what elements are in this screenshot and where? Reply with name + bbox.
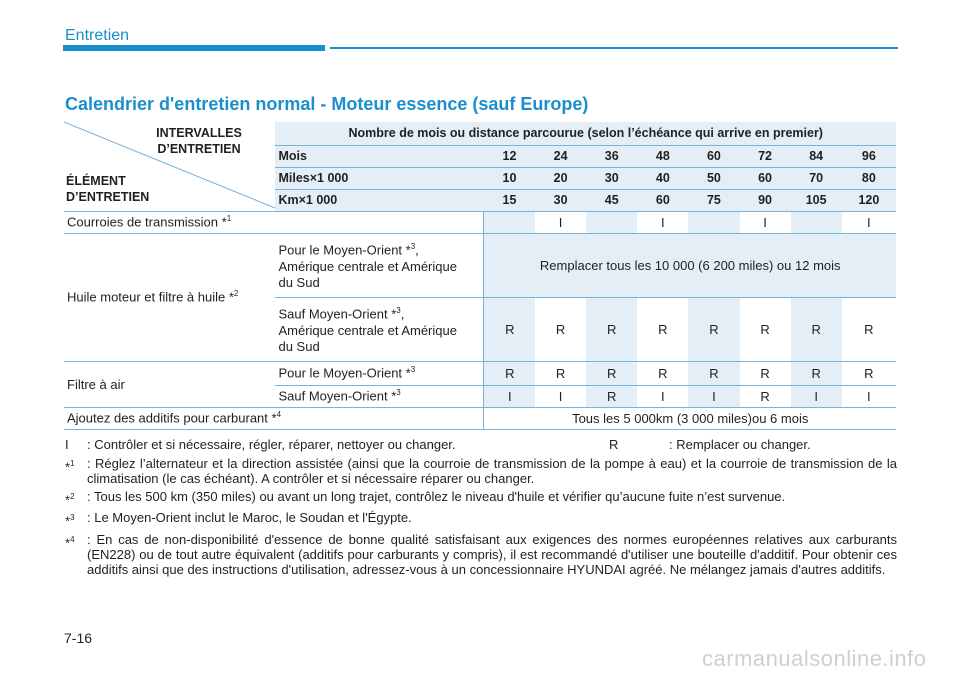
filtre-air-sub1-label: Pour le Moyen-Orient *$^3$ — [275, 361, 483, 385]
table-row — [64, 211, 896, 233]
months-value: 96 — [842, 145, 896, 167]
miles-value: 40 — [637, 167, 688, 189]
filtre-air-sub2-label: Sauf Moyen-Orient *$^3$ — [275, 385, 483, 407]
filtre-air-sub2-value: I — [484, 385, 535, 407]
note-text: : Tous les 500 km (350 miles) ou avant un long trajet, contrôlez le niveau d'huile et vérifier qu’aucune fuite n’est survenue. — [87, 489, 786, 504]
maintenance-table — [64, 122, 896, 430]
months-value: 72 — [740, 145, 791, 167]
courroies-value: I — [535, 211, 586, 233]
km-value: 45 — [586, 189, 637, 211]
huile-sub2-label: Sauf Moyen-Orient *$^3$, Amérique centrale et Amérique du Sud — [275, 297, 483, 361]
huile-sub2-value: R — [791, 297, 842, 361]
filtre-air-sub2-value: I — [688, 385, 739, 407]
legend-r-text: : Remplacer ou changer. — [669, 437, 811, 452]
courroies-value — [484, 211, 535, 233]
months-value: 36 — [586, 145, 637, 167]
courroies-value — [586, 211, 637, 233]
miles-value: 20 — [535, 167, 586, 189]
courroies-value: I — [637, 211, 688, 233]
miles-value: 50 — [688, 167, 739, 189]
header-bar-thick — [63, 45, 325, 51]
filtre-air-sub1-value: R — [688, 361, 739, 385]
months-value: 84 — [791, 145, 842, 167]
header-bar-thin — [330, 47, 898, 49]
km-value: 120 — [842, 189, 896, 211]
months-label: Mois — [275, 145, 483, 167]
page-number: 7-16 — [64, 630, 93, 646]
note-key: *$^4$ — [65, 534, 75, 550]
watermark: carmanualsonline.info — [702, 646, 927, 671]
huile-sub2-value: R — [637, 297, 688, 361]
legend-i-r — [65, 437, 897, 452]
legend — [65, 437, 897, 580]
courroies-value — [791, 211, 842, 233]
huile-sub2-value: R — [535, 297, 586, 361]
months-value: 24 — [535, 145, 586, 167]
note-text: : En cas de non-disponibilité d'essence de bonne qualité satisfaisant aux exigences des normes européennes relatives aux carburants (EN228) ou de tout autre équivalent (additifs pour carburants y compris), il est recommandé d'utiliser une bouteille d'additif. Pour obtenir ces additifs ainsi que des instructions d'utilisation, adressez-vous à un concessionnaire HYUNDAI agréé. Ne mélangez jamais d'autres additifs. — [87, 531, 897, 577]
filtre-air-sub1-value: R — [740, 361, 791, 385]
filtre-air-sub1-value: R — [484, 361, 535, 385]
miles-value: 70 — [791, 167, 842, 189]
filtre-air-sub2-value: I — [791, 385, 842, 407]
additifs-text: Tous les 5 000km (3 000 miles)ou 6 mois — [484, 407, 896, 429]
courroies-label: Courroies de transmission *$^1$ — [64, 211, 484, 233]
huile-sub2-value: R — [842, 297, 896, 361]
corner-top-label: INTERVALLES D’ENTRETIEN — [156, 126, 242, 156]
miles-value: 60 — [740, 167, 791, 189]
corner-bottom-label: ÉLÉMENT D’ENTRETIEN — [66, 174, 150, 204]
km-value: 30 — [535, 189, 586, 211]
filtre-air-sub2-value: I — [535, 385, 586, 407]
note-text: : Réglez l’alternateur et la direction assistée (ainsi que la courroie de transmission de la pompe à eau) et la courroie de transmission de la climatisation (le cas échéant). A contrôler et si nécessaire réparer ou changer. — [87, 456, 897, 486]
miles-value: 30 — [586, 167, 637, 189]
huile-sub2-value: R — [586, 297, 637, 361]
filtre-air-sub1-value: R — [842, 361, 896, 385]
legend-i-text: : Contrôler et si nécessaire, régler, réparer, nettoyer ou changer. — [87, 437, 456, 452]
months-value: 12 — [484, 145, 535, 167]
filtre-air-sub1-value: R — [791, 361, 842, 385]
courroies-value: I — [842, 211, 896, 233]
span-header: Nombre de mois ou distance parcourue (selon l’échéance qui arrive en premier) — [275, 122, 896, 145]
filtre-air-sub2-value: I — [842, 385, 896, 407]
legend-r-key: R — [609, 437, 619, 452]
km-label: Km×1 000 — [275, 189, 483, 211]
km-value: 15 — [484, 189, 535, 211]
note-text: : Le Moyen-Orient inclut le Maroc, le Soudan et l'Égypte. — [87, 510, 412, 526]
huile-sub2-value: R — [740, 297, 791, 361]
additifs-label: Ajoutez des additifs pour carburant *$^4$ — [64, 407, 484, 429]
legend-note — [65, 456, 897, 486]
filtre-air-sub2-value: I — [637, 385, 688, 407]
filtre-air-sub2-value: R — [740, 385, 791, 407]
table-row — [64, 233, 896, 297]
miles-value: 80 — [842, 167, 896, 189]
miles-label: Miles×1 000 — [275, 167, 483, 189]
filtre-air-sub1-value: R — [535, 361, 586, 385]
legend-note — [65, 510, 897, 528]
note-key: *$^1$ — [65, 459, 75, 475]
section-header: Entretien — [65, 27, 130, 44]
courroies-value — [688, 211, 739, 233]
km-value: 60 — [637, 189, 688, 211]
note-key: *$^2$ — [65, 492, 75, 508]
km-value: 90 — [740, 189, 791, 211]
table-row — [64, 361, 896, 385]
filtre-air-sub1-value: R — [637, 361, 688, 385]
huile-label: Huile moteur et filtre à huile *$^2$ — [64, 233, 275, 361]
km-value: 105 — [791, 189, 842, 211]
huile-sub1-label: Pour le Moyen-Orient *$^3$, Amérique centrale et Amérique du Sud — [275, 233, 483, 297]
courroies-value: I — [740, 211, 791, 233]
note-key: *$^3$ — [65, 513, 75, 529]
legend-note — [65, 532, 897, 577]
legend-i-key: I — [65, 437, 69, 452]
huile-sub1-text: Remplacer tous les 10 000 (6 200 miles) ou 12 mois — [484, 233, 896, 297]
corner-header-cell — [64, 122, 275, 211]
km-value: 75 — [688, 189, 739, 211]
page-title: Calendrier d'entretien normal - Moteur essence (sauf Europe) — [65, 94, 589, 114]
legend-note — [65, 489, 897, 507]
huile-sub2-value: R — [484, 297, 535, 361]
huile-sub2-value: R — [688, 297, 739, 361]
filtre-air-label: Filtre à air — [64, 361, 275, 407]
months-value: 48 — [637, 145, 688, 167]
table-row — [64, 407, 896, 429]
miles-value: 10 — [484, 167, 535, 189]
filtre-air-sub1-value: R — [586, 361, 637, 385]
months-value: 60 — [688, 145, 739, 167]
filtre-air-sub2-value: R — [586, 385, 637, 407]
